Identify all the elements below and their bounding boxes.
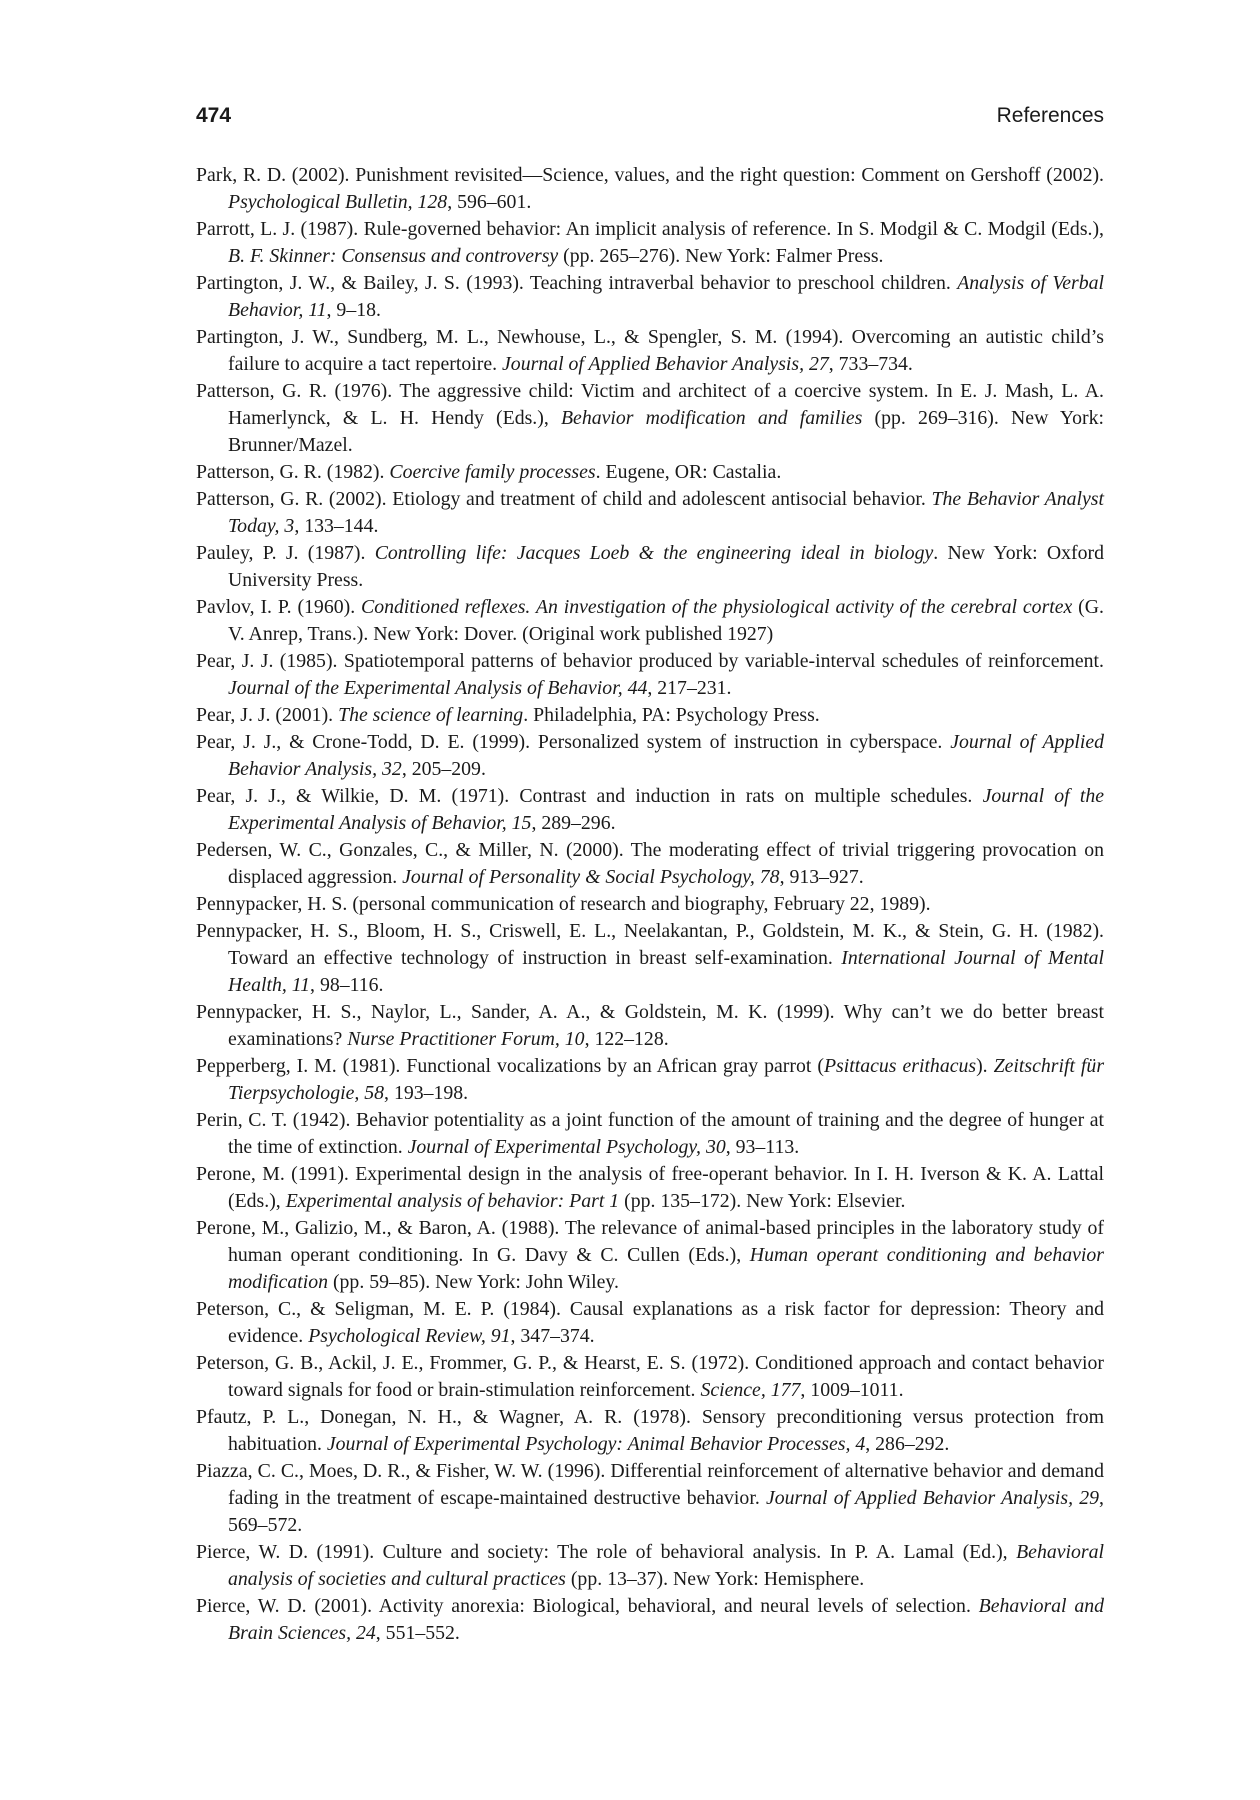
reference-text-segment: Perone, M., Galizio, M., & Baron, A. (1988). The relevance of animal-based principles in the laboratory study of human operant conditioning. In G. Davy & C. Cullen (Eds.), [196, 1217, 1104, 1266]
reference-text-segment: Patterson, G. R. (1982). [196, 461, 390, 483]
reference-italic-segment: Journal of Applied Behavior Analysis, 27 [502, 353, 829, 375]
reference-text-segment: (pp. 265–276). New York: Falmer Press. [558, 245, 884, 267]
reference-text-segment: Patterson, G. R. (1976). The aggressive child: Victim and architect of a coercive system. In E. J. Mash, L. A. Hamerlynck, & L. H. Hendy (Eds.), [196, 380, 1104, 429]
reference-entry [196, 1296, 1104, 1350]
reference-text-segment: , 217–231. [647, 677, 732, 699]
reference-italic-segment: Behavioral and Brain Sciences, 24 [228, 1595, 1104, 1644]
reference-text-segment: , 133–144. [294, 515, 379, 537]
reference-text-segment: ). [976, 1055, 994, 1077]
reference-italic-segment: Journal of Applied Behavior Analysis, 32 [228, 731, 1104, 780]
reference-entry [196, 216, 1104, 270]
reference-entry [196, 999, 1104, 1053]
reference-text-segment: (pp. 135–172). New York: Elsevier. [619, 1190, 906, 1212]
reference-entry [196, 729, 1104, 783]
reference-text-segment: Peterson, C., & Seligman, M. E. P. (1984). Causal explanations as a risk factor for depression: Theory and evidence. [196, 1298, 1104, 1347]
reference-text-segment: Pierce, W. D. (1991). Culture and society: The role of behavioral analysis. In P. A. Lamal (Ed.), [196, 1541, 1017, 1563]
reference-text-segment: , 551–552. [375, 1622, 460, 1644]
reference-italic-segment: Zeitschrift für Tierpsychologie, 58 [228, 1055, 1105, 1104]
reference-text-segment: , 98–116. [310, 974, 384, 996]
reference-text-segment: , 286–292. [865, 1433, 950, 1455]
reference-text-segment: Peterson, G. B., Ackil, J. E., Frommer, G. P., & Hearst, E. S. (1972). Conditioned approach and contact behavior toward signals for food or brain-stimulation reinforcement. [196, 1352, 1104, 1401]
reference-entry [196, 270, 1104, 324]
reference-text-segment: Pennypacker, H. S., Naylor, L., Sander, A. A., & Goldstein, M. K. (1999). Why can’t we do better breast examinations? [196, 1001, 1104, 1050]
reference-entry [196, 378, 1104, 459]
reference-entry [196, 648, 1104, 702]
reference-italic-segment: International Journal of Mental Health, 11 [228, 947, 1104, 996]
reference-text-segment: Partington, J. W., Sundberg, M. L., Newhouse, L., & Spengler, S. M. (1994). Overcoming an autistic child’s failure to acquire a tact repertoire. [196, 326, 1104, 375]
reference-text-segment: , 289–296. [531, 812, 616, 834]
reference-entry [196, 540, 1104, 594]
reference-italic-segment: Behavioral analysis of societies and cultural practices [228, 1541, 1104, 1590]
reference-italic-segment: Journal of Experimental Psychology: Animal Behavior Processes, 4 [326, 1433, 866, 1455]
reference-entry [196, 1458, 1104, 1539]
reference-entry [196, 891, 1104, 918]
reference-italic-segment: Controlling life: Jacques Loeb & the engineering ideal in biology [374, 542, 934, 564]
reference-text-segment: Partington, J. W., & Bailey, J. S. (1993). Teaching intraverbal behavior to preschool children. [196, 272, 958, 294]
reference-text-segment: Pear, J. J., & Crone-Todd, D. E. (1999). Personalized system of instruction in cyberspace. [196, 731, 951, 753]
reference-text-segment: (pp. 269–316). New York: Brunner/Mazel. [228, 407, 1104, 456]
reference-text-segment: Pear, J. J. (1985). Spatiotemporal patterns of behavior produced by variable-interval schedules of reinforcement. [196, 650, 1104, 672]
page-number: 474 [196, 104, 232, 127]
reference-italic-segment: Analysis of Verbal Behavior, 11 [228, 272, 1104, 321]
reference-italic-segment: Psychological Bulletin, 128 [228, 191, 448, 213]
reference-entry [196, 1404, 1104, 1458]
reference-text-segment: Pedersen, W. C., Gonzales, C., & Miller, N. (2000). The moderating effect of trivial triggering provocation on displaced aggression. [196, 839, 1104, 888]
reference-entry [196, 1107, 1104, 1161]
reference-text-segment: Pfautz, P. L., Donegan, N. H., & Wagner, A. R. (1978). Sensory preconditioning versus protection from habituation. [196, 1406, 1104, 1455]
reference-text-segment: , 9–18. [326, 299, 381, 321]
reference-entry [196, 1593, 1104, 1647]
reference-entry [196, 702, 1104, 729]
reference-text-segment: (pp. 13–37). New York: Hemisphere. [565, 1568, 865, 1590]
reference-entry [196, 1053, 1104, 1107]
reference-text-segment: Pear, J. J. (2001). [196, 704, 339, 726]
reference-text-segment: (G. V. Anrep, Trans.). New York: Dover. (Original work published 1927) [228, 596, 1104, 645]
reference-italic-segment: The science of learning [338, 704, 524, 726]
reference-italic-segment: Experimental analysis of behavior: Part 1 [285, 1190, 620, 1212]
reference-text-segment: Pauley, P. J. (1987). [196, 542, 375, 564]
reference-text-segment: , 1009–1011. [800, 1379, 904, 1401]
running-head: References [996, 104, 1104, 127]
reference-text-segment: Perone, M. (1991). Experimental design in the analysis of free-operant behavior. In I. H. Iverson & K. A. Lattal (Eds.), [196, 1163, 1104, 1212]
reference-text-segment: , 205–209. [401, 758, 486, 780]
reference-italic-segment: Psychological Review, 91 [308, 1325, 511, 1347]
reference-italic-segment: Science, 177 [700, 1379, 801, 1401]
reference-entry [196, 1539, 1104, 1593]
reference-entry [196, 162, 1104, 216]
reference-italic-segment: Nurse Practitioner Forum, 10 [347, 1028, 585, 1050]
reference-entry [196, 1350, 1104, 1404]
reference-italic-segment: The Behavior Analyst Today, 3 [228, 488, 1104, 537]
reference-text-segment: (pp. 59–85). New York: John Wiley. [328, 1271, 619, 1293]
page-header [196, 104, 1104, 128]
reference-text-segment: , 733–734. [828, 353, 913, 375]
reference-text-segment: , 913–927. [779, 866, 864, 888]
reference-text-segment: Pennypacker, H. S. (personal communication of research and biography, February 22, 1989). [196, 893, 931, 915]
reference-text-segment: , 596–601. [447, 191, 532, 213]
reference-entry [196, 459, 1104, 486]
reference-text-segment: , 193–198. [384, 1082, 469, 1104]
reference-italic-segment: Journal of the Experimental Analysis of Behavior, 15 [228, 785, 1104, 834]
reference-entry [196, 594, 1104, 648]
reference-italic-segment: Journal of Personality & Social Psychology, 78 [402, 866, 780, 888]
reference-text-segment: , 347–374. [510, 1325, 595, 1347]
reference-text-segment: Pavlov, I. P. (1960). [196, 596, 361, 618]
reference-entry [196, 324, 1104, 378]
reference-text-segment: Perin, C. T. (1942). Behavior potentiality as a joint function of the amount of training and the degree of hunger at the time of extinction. [196, 1109, 1104, 1158]
reference-italic-segment: Coercive family processes [389, 461, 596, 483]
reference-list [196, 162, 1104, 1647]
reference-text-segment: Pierce, W. D. (2001). Activity anorexia: Biological, behavioral, and neural levels of selection. [196, 1595, 979, 1617]
reference-text-segment: , 122–128. [584, 1028, 669, 1050]
reference-text-segment: Park, R. D. (2002). Punishment revisited—Science, values, and the right question: Comment on Gershoff (2002). [196, 164, 1104, 186]
reference-text-segment: Patterson, G. R. (2002). Etiology and treatment of child and adolescent antisocial behavior. [196, 488, 932, 510]
reference-entry [196, 1215, 1104, 1296]
reference-text-segment: Piazza, C. C., Moes, D. R., & Fisher, W. W. (1996). Differential reinforcement of alternative behavior and demand fading in the treatment of escape-maintained destructive behavior. [196, 1460, 1104, 1509]
reference-text-segment: , 93–113. [725, 1136, 800, 1158]
reference-italic-segment: Journal of Experimental Psychology, 30 [407, 1136, 726, 1158]
reference-italic-segment: Conditioned reflexes. An investigation of the physiological activity of the cerebral cortex [361, 596, 1073, 618]
reference-italic-segment: Behavior modification and families [560, 407, 863, 429]
reference-text-segment: Pennypacker, H. S., Bloom, H. S., Criswell, E. L., Neelakantan, P., Goldstein, M. K., & Stein, G. H. (1982). Toward an effective technology of instruction in breast self-examination. [196, 920, 1104, 969]
reference-italic-segment: Journal of Applied Behavior Analysis, 29 [765, 1487, 1100, 1509]
reference-text-segment: Pepperberg, I. M. (1981). Functional vocalizations by an African gray parrot ( [196, 1055, 824, 1077]
reference-italic-segment: Journal of the Experimental Analysis of Behavior, 44 [228, 677, 648, 699]
reference-italic-segment: Human operant conditioning and behavior modification [228, 1244, 1104, 1293]
reference-text-segment: . Eugene, OR: Castalia. [595, 461, 782, 483]
reference-text-segment: , 569–572. [228, 1487, 1104, 1536]
reference-entry [196, 918, 1104, 999]
reference-text-segment: . Philadelphia, PA: Psychology Press. [523, 704, 820, 726]
reference-italic-segment: B. F. Skinner: Consensus and controversy [228, 245, 559, 267]
reference-entry [196, 837, 1104, 891]
reference-entry [196, 1161, 1104, 1215]
reference-text-segment: . New York: Oxford University Press. [228, 542, 1105, 591]
reference-entry [196, 783, 1104, 837]
reference-entry [196, 486, 1104, 540]
reference-text-segment: Parrott, L. J. (1987). Rule-governed behavior: An implicit analysis of reference. In S. Modgil & C. Modgil (Eds.), [196, 218, 1104, 240]
reference-text-segment: Pear, J. J., & Wilkie, D. M. (1971). Contrast and induction in rats on multiple schedules. [196, 785, 983, 807]
reference-italic-segment: Psittacus erithacus [823, 1055, 977, 1077]
